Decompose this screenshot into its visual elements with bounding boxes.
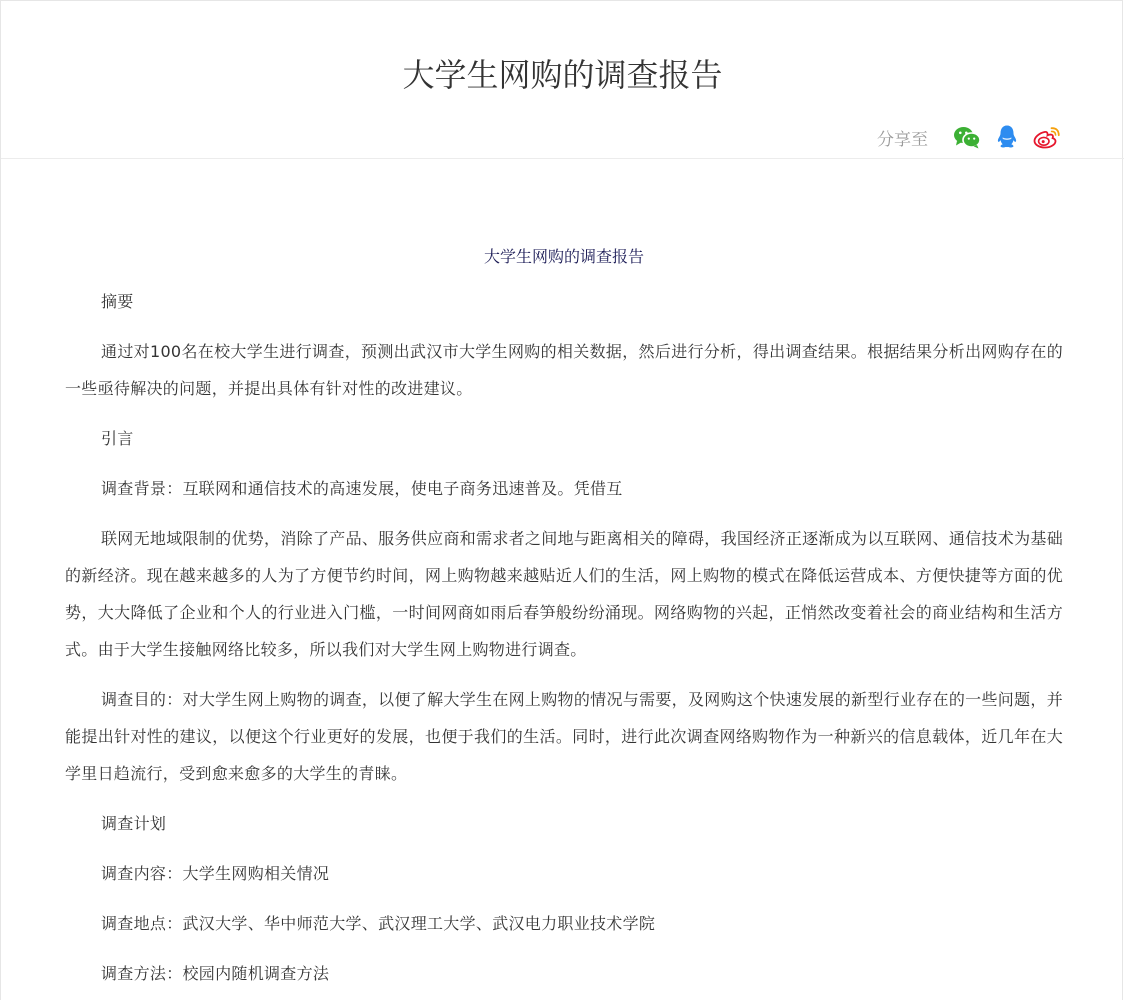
wechat-icon: [953, 125, 981, 149]
paragraph-survey-locations: 调查地点：武汉大学、华中师范大学、武汉理工大学、武汉电力职业技术学院: [101, 914, 656, 933]
share-label: 分享至: [877, 129, 928, 150]
article-title: 大学生网购的调查报告: [483, 247, 644, 266]
weibo-icon: [1033, 125, 1061, 149]
qq-icon: [996, 124, 1018, 150]
share-weibo-button[interactable]: [1032, 122, 1062, 152]
paragraph-background: 调查背景：互联网和通信技术的高速发展，使电子商务迅速普及。凭借互: [101, 479, 623, 498]
share-bar: [877, 121, 1062, 153]
paragraph-abstract: 通过对100名在校大学生进行调查，预测出武汉市大学生网购的相关数据，然后进行分析，得出调查结果。根据结果分析出网购存在的一些亟待解决的问题，并提出具体有针对性的改进建议。: [65, 342, 1063, 398]
paragraph-survey-content: 调查内容：大学生网购相关情况: [101, 864, 330, 883]
paragraph-background-continued: 联网无地域限制的优势，消除了产品、服务供应商和需求者之间地与距离相关的障碍，我国经济正逐渐成为以互联网、通信技术为基础的新经济。现在越来越多的人为了方便节约时间，网上购物越来越贴近人们的生活，网上购物的模式在降低运营成本、方便快捷等方面的优势，大大降低了企业和个人的行业进入门槛，一时间网商如雨后春笋般纷纷涌现。网络购物的兴起，正悄然改变着社会的商业结构和生活方式。由于大学生接触网络比较多，所以我们对大学生网上购物进行调查。: [65, 529, 1063, 659]
page-title: 大学生网购的调查报告: [402, 56, 723, 94]
paragraph-plan-heading: 调查计划: [101, 814, 167, 833]
share-qq-button[interactable]: [992, 122, 1022, 152]
article-body: [65, 237, 1063, 1005]
share-wechat-button[interactable]: [952, 122, 982, 152]
paragraph-intro-heading: 引言: [101, 429, 134, 448]
paragraph-abstract-heading: 摘要: [101, 292, 134, 311]
paragraph-survey-method: 调查方法：校园内随机调查方法: [101, 964, 330, 983]
paragraph-purpose: 调查目的：对大学生网上购物的调查，以便了解大学生在网上购物的情况与需要，及网购这个快速发展的新型行业存在的一些问题，并能提出针对性的建议，以便这个行业更好的发展，也便于我们的生活。同时，进行此次调查网络购物作为一种新兴的信息载体，近几年在大学里日趋流行，受到愈来愈多的大学生的青睐。: [65, 690, 1063, 783]
page-header: [1, 1, 1124, 159]
